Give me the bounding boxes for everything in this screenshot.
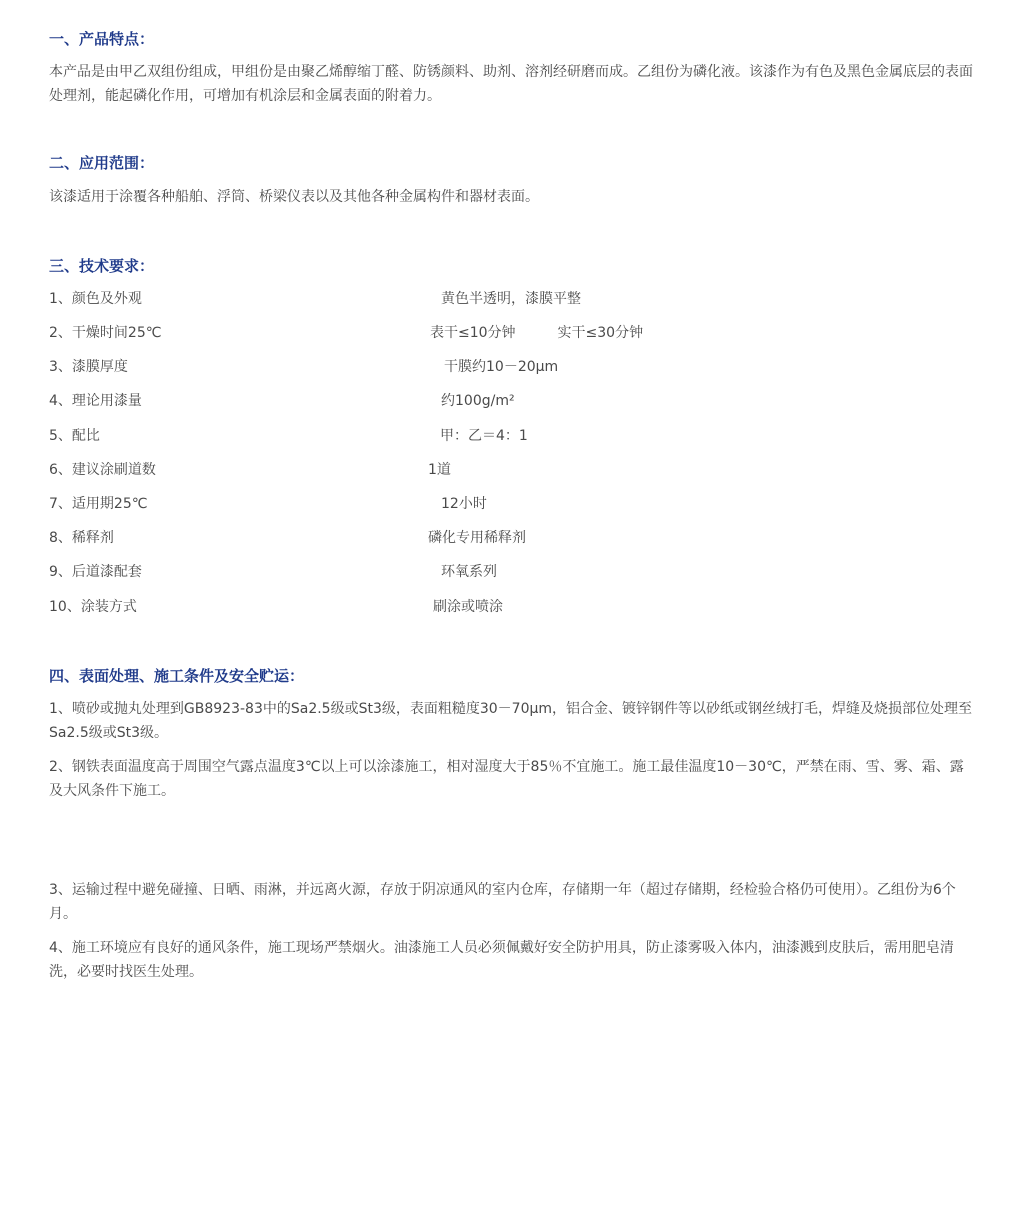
section-title-features: 一、产品特点：: [49, 30, 155, 48]
spec-value: 黄色半透明，漆膜平整: [441, 291, 581, 307]
spec-label: 3、漆膜厚度: [49, 359, 128, 375]
spec-label: 5、配比: [49, 428, 100, 444]
spec-value: 干膜约10－20μm: [444, 359, 559, 375]
spec-value: 刷涂或喷涂: [433, 599, 503, 615]
spec-label: 9、后道漆配套: [49, 564, 142, 580]
surface-item: 2、钢铁表面温度高于周围空气露点温度3℃以上可以涂漆施工，相对湿度大于85％不宜施工。施工最佳温度10－30℃，严禁在雨、雪、雾、霜、露及大风条件下施工。: [49, 759, 964, 799]
spec-row: [49, 493, 949, 515]
spec-label: 7、适用期25℃: [49, 496, 148, 512]
spec-row: [49, 425, 949, 447]
spec-label: 2、干燥时间25℃: [49, 325, 162, 341]
section-title-tech: 三、技术要求：: [49, 257, 155, 275]
spec-row: [49, 561, 949, 583]
spec-value: 环氧系列: [441, 564, 497, 580]
spec-row: [49, 596, 949, 618]
spec-label: 10、涂装方式: [49, 599, 137, 615]
spec-label: 8、稀释剂: [49, 530, 114, 546]
spec-value: 磷化专用稀释剂: [428, 530, 526, 546]
spec-value: 约100g/m²: [441, 393, 515, 409]
spec-value: 1道: [428, 462, 451, 478]
spec-label: 1、颜色及外观: [49, 291, 142, 307]
spec-row: [49, 527, 949, 549]
spec-value: 甲：乙＝4：1: [440, 428, 528, 444]
section-title-surface: 四、表面处理、施工条件及安全贮运：: [49, 667, 305, 685]
spec-row: [49, 356, 949, 378]
surface-item: 1、喷砂或抛丸处理到GB8923-83中的Sa2.5级或St3级，表面粗糙度30－70μm，铝合金、镀锌钢件等以砂纸或钢丝绒打毛，焊缝及烧损部位处理至Sa2.5级或St3级。: [49, 701, 973, 741]
spec-row: [49, 322, 949, 344]
spec-row: [49, 390, 949, 412]
spec-row: [49, 459, 949, 481]
section-title-scope: 二、应用范围：: [49, 154, 155, 172]
features-paragraph: 本产品是由甲乙双组份组成，甲组份是由聚乙烯醇缩丁醛、防锈颜料、助剂、溶剂经研磨而成。乙组份为磷化液。该漆作为有色及黑色金属底层的表面处理剂，能起磷化作用，可增加有机涂层和金属表面的附着力。: [49, 64, 973, 104]
scope-paragraph: 该漆适用于涂覆各种船舶、浮筒、桥梁仪表以及其他各种金属构件和器材表面。: [49, 189, 539, 205]
spec-value: 12小时: [441, 496, 487, 512]
surface-item: 4、施工环境应有良好的通风条件，施工现场严禁烟火。油漆施工人员必须佩戴好安全防护用具，防止漆雾吸入体内，油漆溅到皮肤后，需用肥皂清洗，必要时找医生处理。: [49, 940, 954, 980]
spec-value: 表干≤10分钟 实干≤30分钟: [430, 325, 644, 341]
surface-item: 3、运输过程中避免碰撞、日晒、雨淋，并远离火源，存放于阴凉通风的室内仓库，存储期一年（超过存储期，经检验合格仍可使用）。乙组份为6个月。: [49, 882, 956, 922]
spec-row: [49, 288, 949, 310]
spec-label: 6、建议涂刷道数: [49, 462, 156, 478]
spec-label: 4、理论用漆量: [49, 393, 142, 409]
